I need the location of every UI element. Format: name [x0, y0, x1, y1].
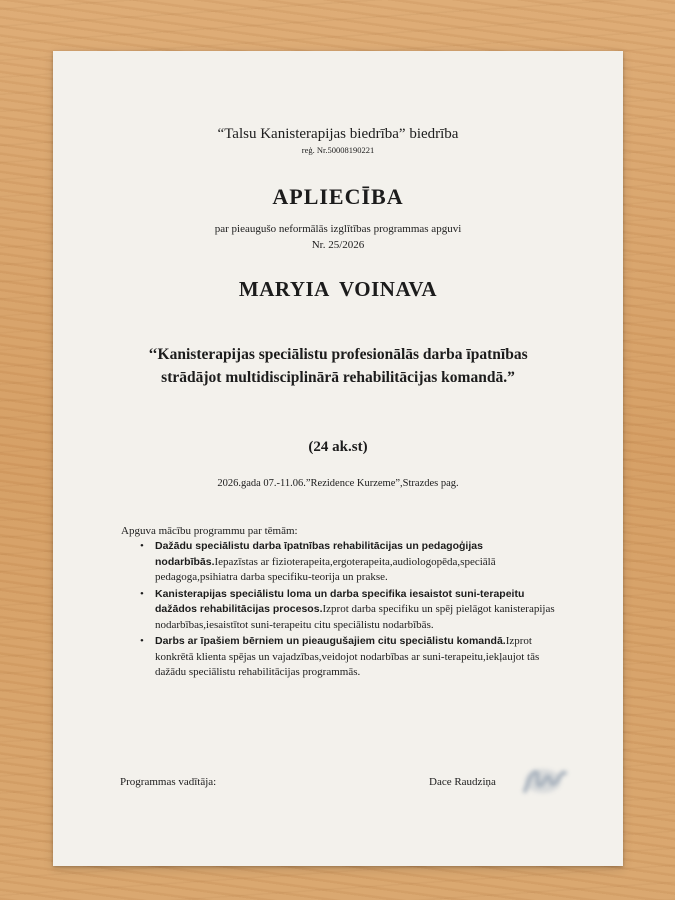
bullet-icon: •: [140, 635, 144, 647]
topic-title: Dažādu speciālistu darba īpatnības rehabilitācijas un pedagoģijas nodarbībās.: [155, 540, 483, 568]
topic-title: Kanisterapijas speciālistu loma un darba specifika iesaistot suni-terapeitu dažādos rehabilitācijas procesos.: [155, 587, 525, 615]
list-item: [138, 539, 558, 586]
registration-number: reģ. Nr.50008190221: [301, 145, 375, 155]
list-item: [138, 634, 558, 681]
program-hours: (24 ak.st): [308, 439, 368, 455]
organization-name: “Talsu Kanisterapijas biedrība” biedrība: [217, 126, 459, 142]
list-item: [138, 587, 558, 634]
topic-description: Izprot konkrētā klienta spējas un vajadzības,veidojot nodarbības ar suni-terapeitu,iekļaujot tās dažādu speciālistu rehabilitācijas programmās.: [155, 635, 540, 678]
recipient-name: MARYIA VOINAVA: [238, 277, 438, 301]
program-title: ‘‘Kanisterapijas speciālistu profesionālās darba īpatnības strādājot multidisciplinārā rehabilitācijas komandā.”: [148, 346, 528, 386]
signer-label: Programmas vadītāja:: [120, 776, 217, 788]
topics-intro: Apguva mācību programmu par tēmām:: [121, 525, 298, 537]
certificate-paper: [53, 51, 623, 866]
topic-description: Izprot darba specifiku un spēj pielāgot kanisterapijas nodarbības,iesaistītot suni-terapeitu citu speciālistu nodarbībās.: [155, 603, 555, 631]
certificate-subtitle: par pieaugušo neformālās izglītības programmas apguvi: [214, 223, 462, 235]
bullet-icon: •: [140, 540, 144, 552]
certificate-number: Nr. 25/2026: [311, 239, 365, 251]
topics-list: [138, 539, 558, 682]
certificate-title: APLIECĪBA: [272, 184, 404, 209]
signer-name: Dace Raudziņa: [429, 776, 496, 788]
dates-location: 2026.gada 07.-11.06.”Rezidence Kurzeme”,Strazdes pag.: [217, 478, 459, 489]
signature-mark: [519, 761, 571, 799]
topic-description: Iepazīstas ar fizioterapeita,ergoterapeita,audiologopēda,speciālā pedagoga,psihiatra darba specifiku-teorija un prakse.: [155, 555, 496, 583]
topic-title: Darbs ar īpašiem bērniem un pieaugušajiem citu speciālistu komandā.: [155, 635, 506, 647]
bullet-icon: •: [140, 587, 144, 600]
